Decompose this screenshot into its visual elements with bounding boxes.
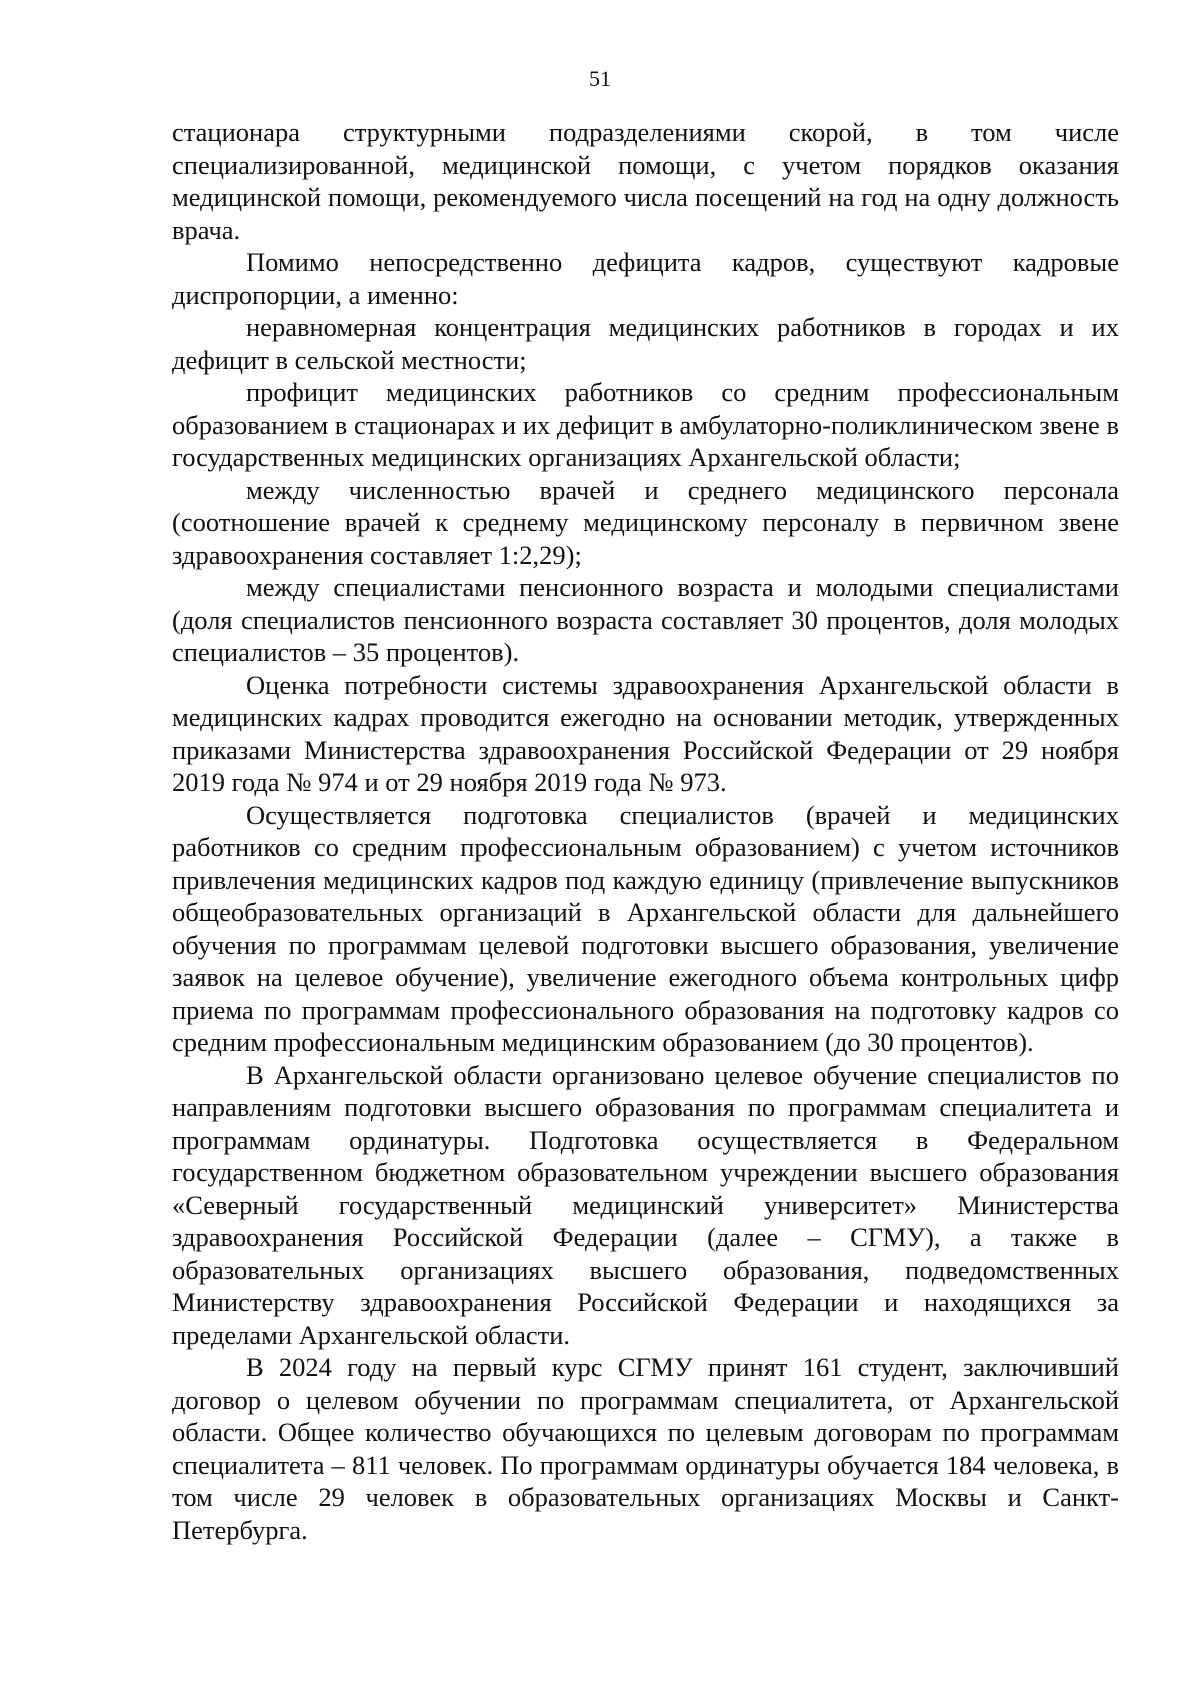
paragraph-specialist-training: Осуществляется подготовка специалистов (врачей и медицинских работников со средним профессиональным образованием) с учетом источников привлечения медицинских кадров под каждую единицу (привлечение выпускников общеобразовательных организаций в Архангельской области для дальнейшего обучения по программам целевой подготовки высшего образования, увеличение заявок на целевое обучение), увеличение ежегодного объема контрольных цифр приема по программам профессионального образования на подготовку кадров со средним профессиональным медицинским образованием (до 30 процентов). (172, 799, 1119, 1057)
paragraph-age-structure: между специалистами пенсионного возраста и молодыми специалистами (доля специалистов пенсионного возраста составляет 30 процентов, доля молодых специалистов – 35 процентов). (172, 572, 1119, 667)
paragraph-needs-assessment: Оценка потребности системы здравоохранения Архангельской области в медицинских кадрах проводится ежегодно на основании методик, утвержденных приказами Министерства здравоохранения Российской Федерации от 29 ноября 2019 года № 974 и от 29 ноября 2019 года № 973. (172, 669, 1119, 797)
document-body (172, 116, 1119, 1546)
paragraph-nurse-surplus: профицит медицинских работников со средним профессиональным образованием в стационарах и их дефицит в амбулаторно-поликлиническом звене в государственных медицинских организациях Архангельской области; (172, 377, 1119, 472)
paragraph-2024-admission: В 2024 году на первый курс СГМУ принят 161 студент, заключивший договор о целевом обучении по программам специалитета, от Архангельской области. Общее количество обучающихся по целевым договорам по программам специалитета – 811 человек. По программам ординатуры обучается 184 человека, в том числе 29 человек в образовательных организациях Москвы и Санкт-Петербурга. (172, 1352, 1119, 1545)
paragraph-targeted-education: В Архангельской области организовано целевое обучение специалистов по направлениям подготовки высшего образования по программам специалитета и программам ординатуры. Подготовка осуществляется в Федеральном государственном бюджетном образовательном учреждении высшего образования «Северный государственный медицинский университет» Министерства здравоохранения Российской Федерации (далее – СГМУ), а также в образовательных организациях высшего образования, подведомственных Министерству здравоохранения Российской Федерации и находящихся за пределами Архангельской области. (172, 1059, 1119, 1350)
paragraph-doctor-nurse-ratio: между численностью врачей и среднего медицинского персонала (соотношение врачей к среднему медицинскому персоналу в первичном звене здравоохранения составляет 1:2,29); (172, 474, 1119, 570)
paragraph-urban-rural: неравномерная концентрация медицинских работников в городах и их дефицит в сельской местности; (172, 312, 1119, 375)
paragraph-continuation: стационара структурными подразделениями скорой, в том числе специализированной, медицинской помощи, с учетом порядков оказания медицинской помощи, рекомендуемого числа посещений на год на одну должность врача. (172, 117, 1119, 245)
paragraph-staff-imbalances: Помимо непосредственно дефицита кадров, существуют кадровые диспропорции, а именно: (172, 247, 1119, 310)
page-number: 51 (589, 66, 611, 91)
